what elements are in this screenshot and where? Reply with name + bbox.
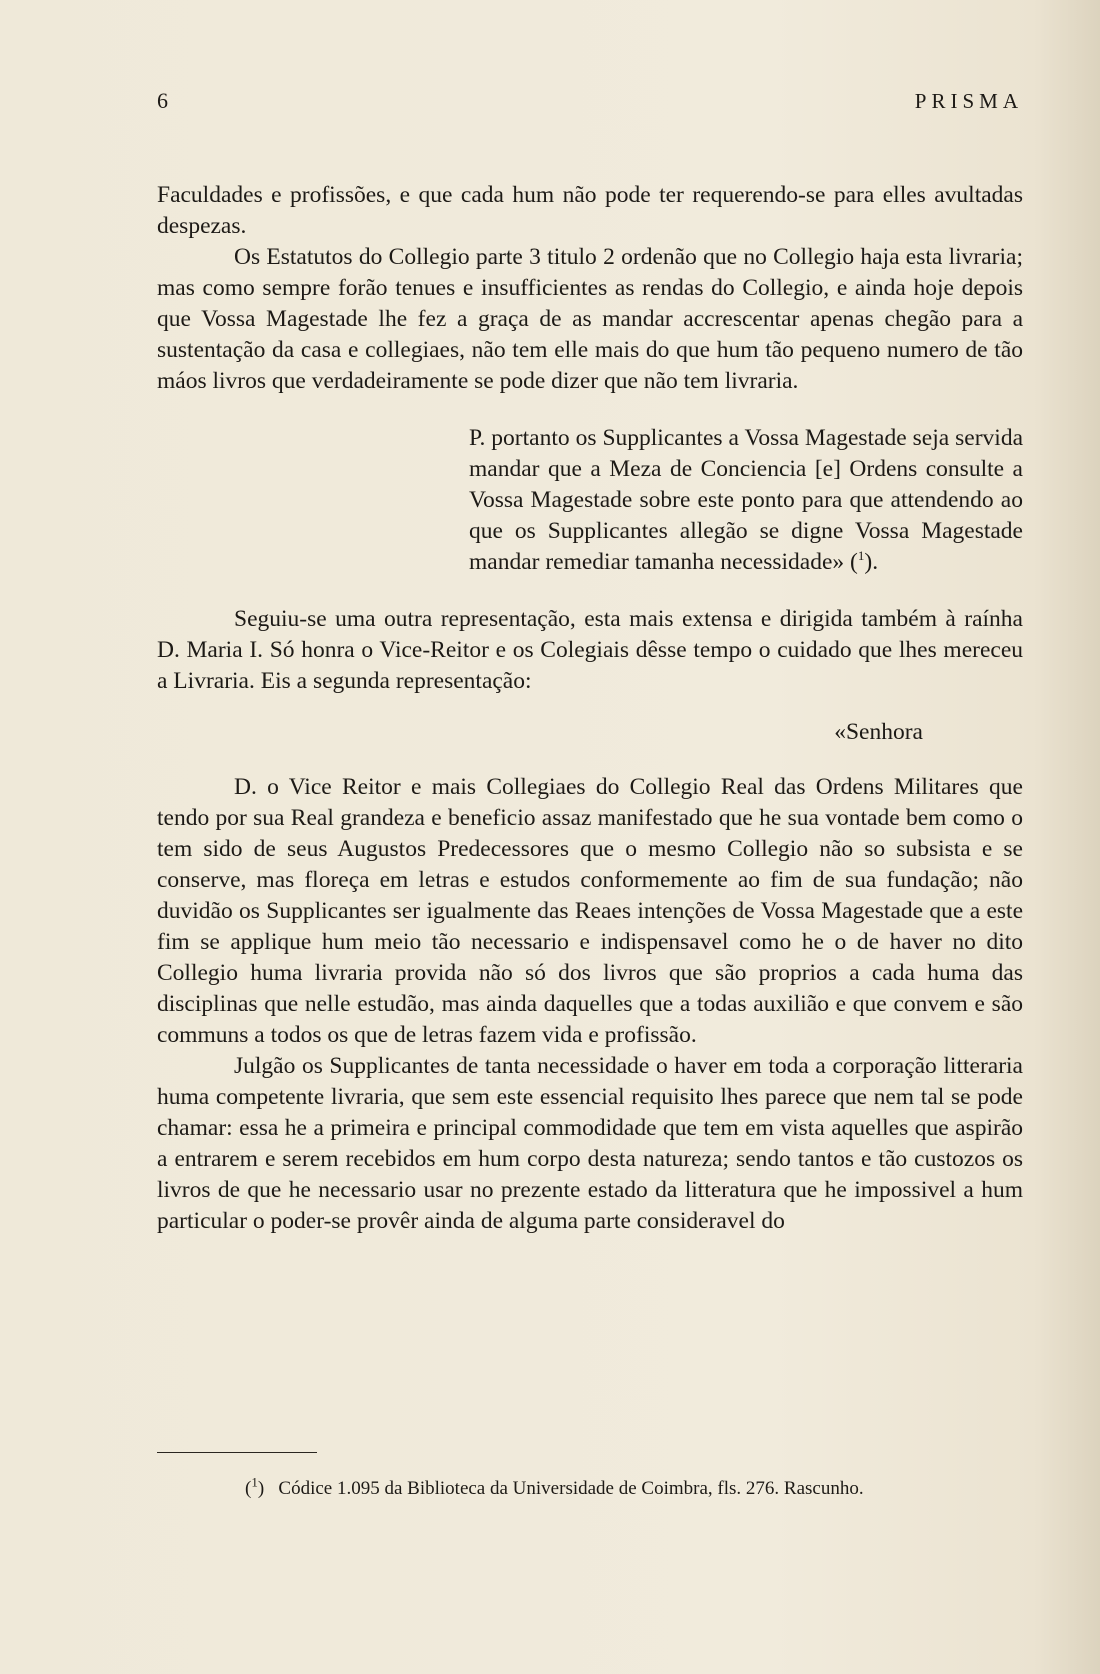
footnote	[157, 1476, 1023, 1502]
paragraph-continuation: Faculdades e profissões, e que cada hum não pode ter requerendo-se para elles avultadas despezas.	[157, 182, 1023, 239]
salutation: «Senhora	[834, 719, 923, 745]
footnote-close-paren: )	[257, 1478, 265, 1499]
paragraph-vice-reitor: D. o Vice Reitor e mais Collegiaes do Collegio Real das Ordens Militares que tendo por sua Real grandeza e beneficio assaz manifestado que he sua vontade bem como o tem sido de seus Augustos Predecessores que o mesmo Collegio não so subsista e se conserve, mas floreça em letras e estudos conformemente ao fim de sua fundação; não duvidão os Supplicantes ser igualmente das Reaes intenções de Vossa Magestade que a este fim se applique hum meio tão necessario e indispensavel como he o de haver no dito Collegio huma livraria provida não só dos livros que são proprios a cada huma das disciplinas que nelle estudão, mas ainda daquelles que a todas auxilião e que convem e são communs a todos os que de letras fazem vida e profissão.	[157, 774, 1023, 1048]
paragraph-julgao: Julgão os Supplicantes de tanta necessidade o haver em toda a corporação litteraria huma competente livraria, que sem este essencial requisito lhes parece que nem tal se pode chamar: essa he a primeira e principal commodidade que tem em vista aquelles que aspirão a entrarem e serem recebidos em hum corpo desta natureza; sendo tantos e tão custozos os livros de que he necessario usar no prezente estado da litteratura que he impossivel a hum particular o poder-se provêr ainda de alguma parte consideravel do	[157, 1053, 1023, 1234]
petition-end: ).	[864, 549, 879, 575]
petition-text: P. portanto os Supplicantes a Vossa Magestade seja servida mandar que a Meza de Conciencia [e] Ordens consulte a Vossa Magestade sobre este ponto para que attendendo ao que os Supplicantes allegão se digne Vossa Magestade mandar remediar tamanha necessidade» (	[469, 425, 1023, 575]
footnote-open-paren: (	[245, 1478, 252, 1499]
journal-title: PRISMA	[914, 89, 1023, 113]
footnote-text: Códice 1.095 da Biblioteca da Universidade de Coimbra, fls. 276. Rascunho.	[278, 1478, 864, 1499]
petition-block	[469, 423, 1023, 578]
footnote-number: 1	[251, 1474, 258, 1490]
paragraph-second-representation: Seguiu-se uma outra representação, esta mais extensa e dirigida também à raínha D. Maria I. Só honra o Vice-Reitor e os Colegiais dêsse tempo o cuidado que lhes mereceu a Livraria. Eis a segunda representação:	[157, 606, 1023, 694]
footnote-reference: 1	[857, 548, 865, 564]
page-number: 6	[157, 88, 168, 113]
paragraph-estatutos: Os Estatutos do Collegio parte 3 titulo 2 ordenão que no Collegio haja esta livraria; mas como sempre forão tenues e insufficientes as rendas do Collegio, e ainda hoje depois que Vossa Magestade lhe fez a graça de as mandar accrescentar apenas chegão para a sustentação da casa e collegiaes, não tem elle mais do que hum tão pequeno numero de tão máos livros que verdadeiramente se pode dizer que não tem livraria.	[157, 244, 1023, 394]
body-text	[157, 180, 1023, 1237]
footnote-divider	[157, 1452, 317, 1453]
